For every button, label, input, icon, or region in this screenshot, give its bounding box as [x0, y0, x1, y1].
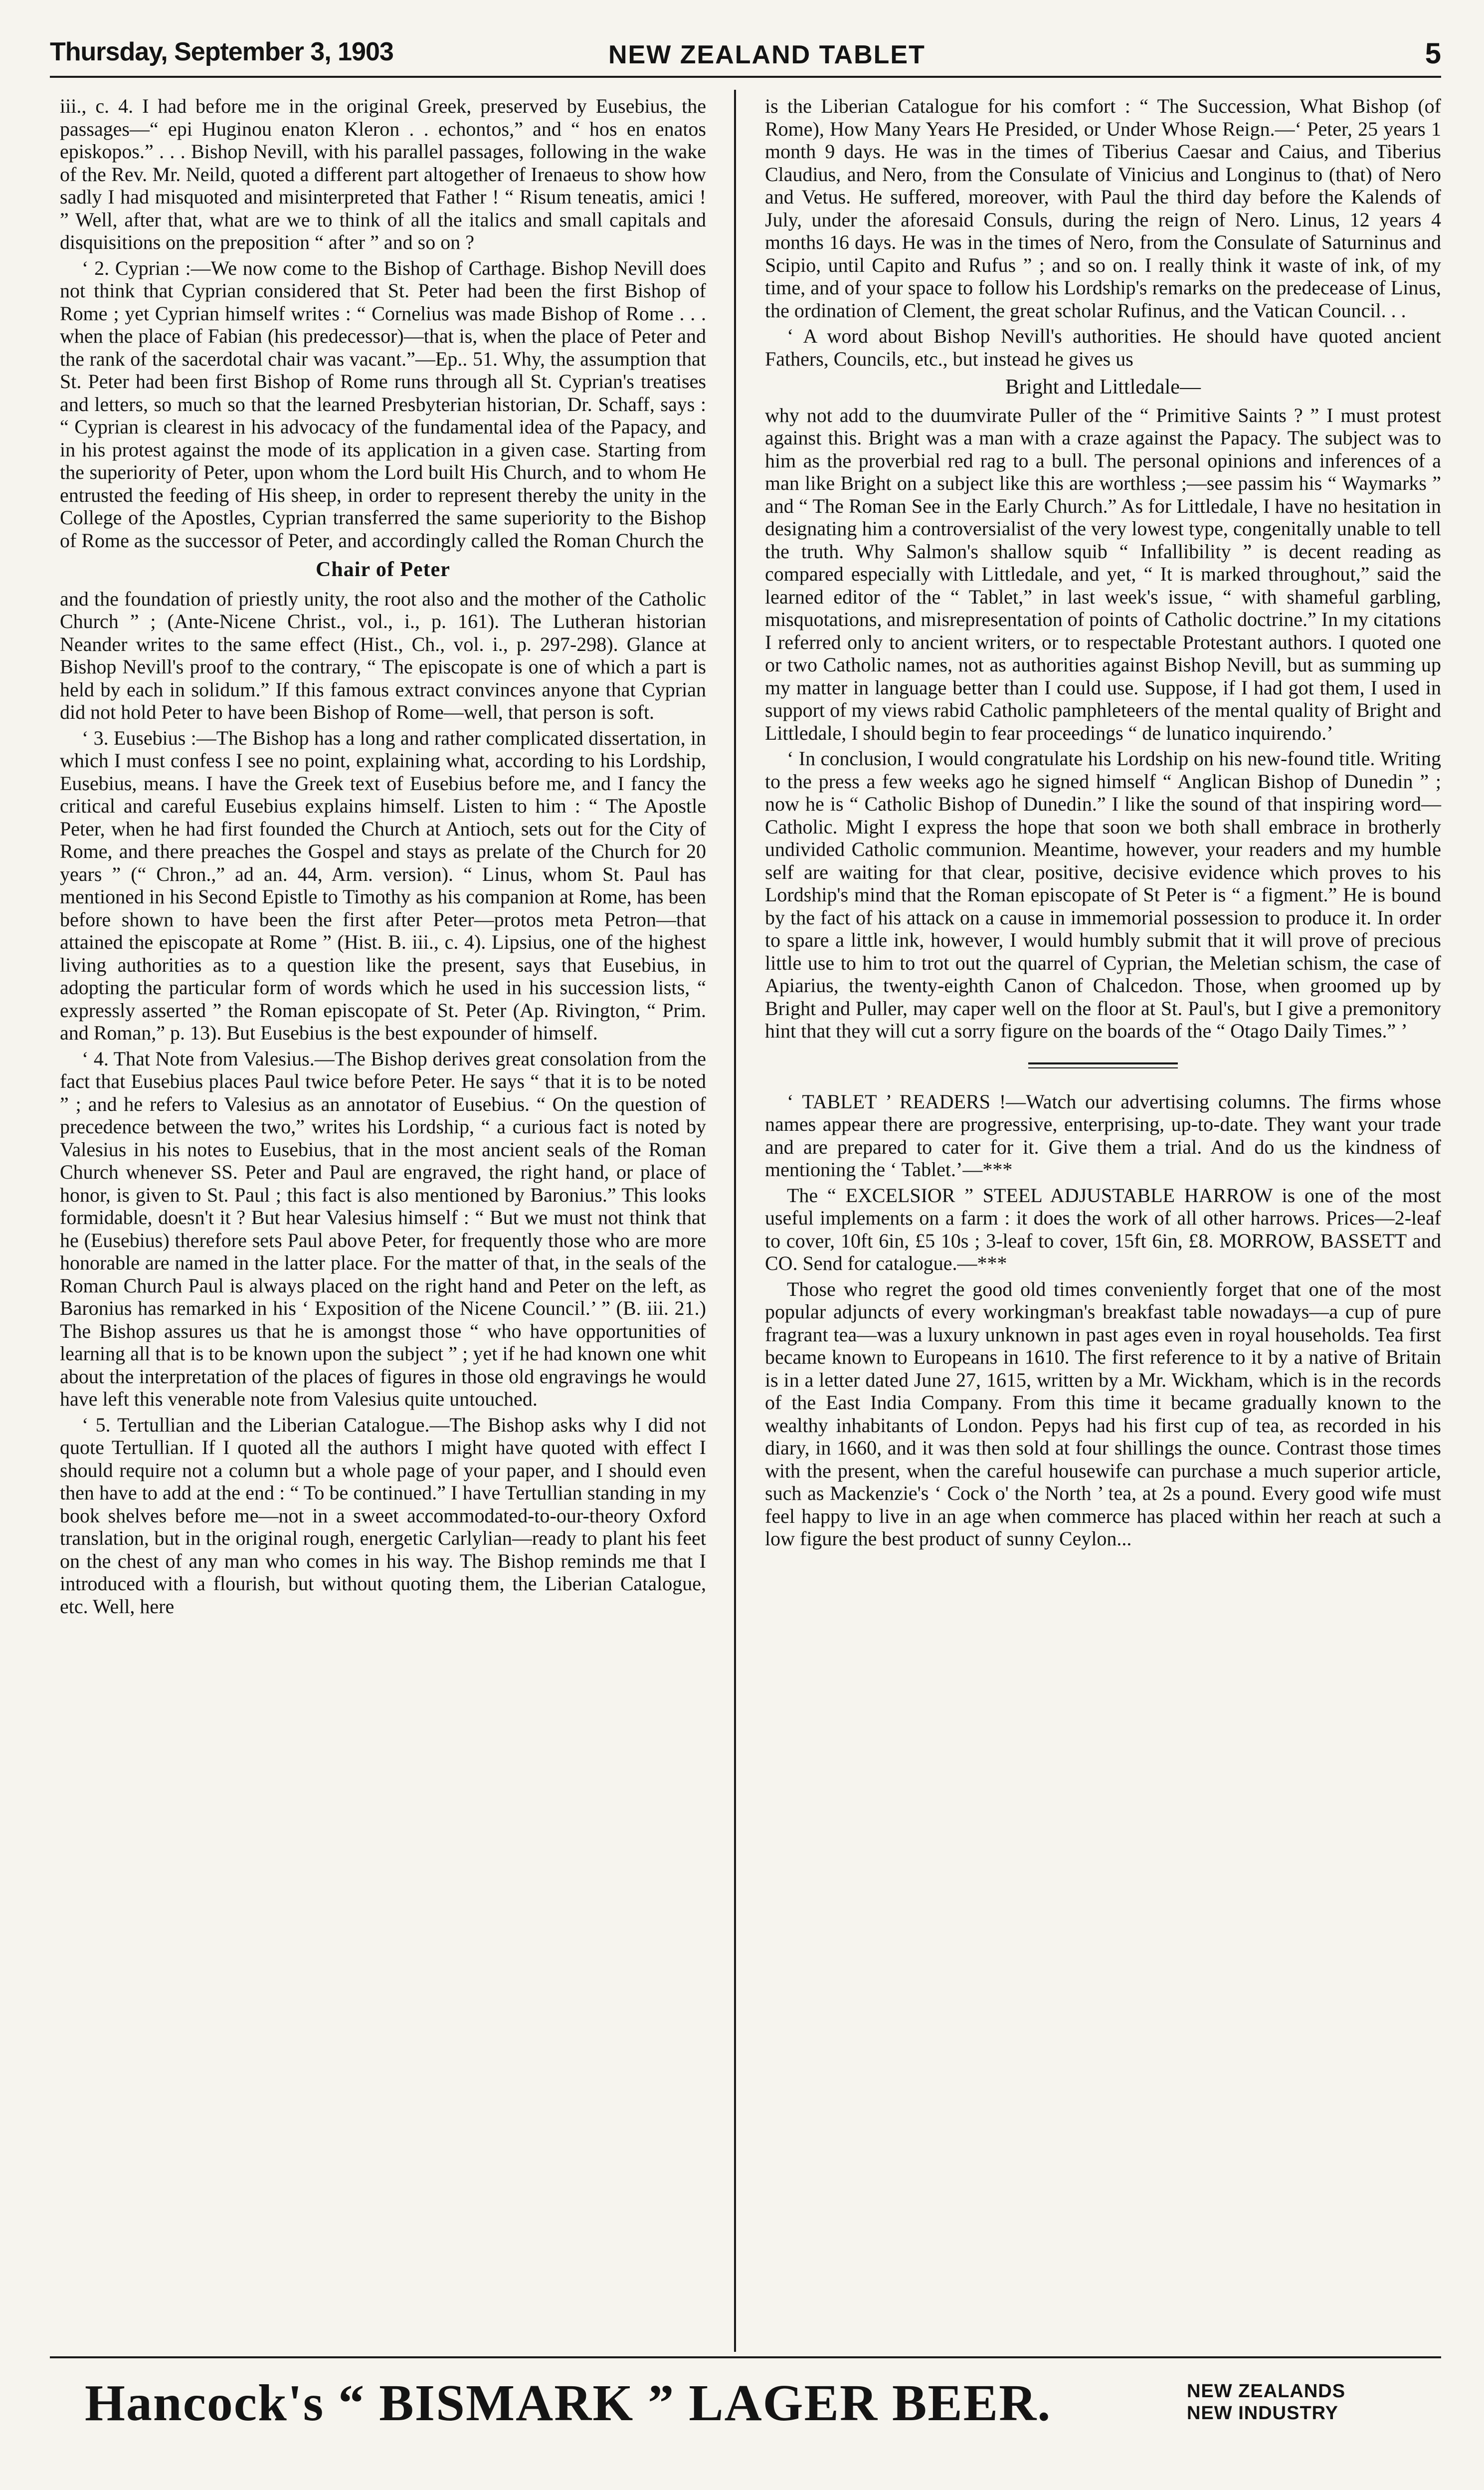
page-number: 5 [1425, 37, 1441, 70]
left-column [60, 95, 706, 1621]
footer-rule [50, 2356, 1441, 2358]
masthead-title: NEW ZEALAND TABLET [608, 40, 926, 69]
ad-tagline-line: NEW ZEALANDS [1187, 2381, 1346, 2402]
article-paragraph: ‘ A word about Bishop Nevill's authorities. He should have quoted ancient Fathers, Councils, etc., but instead he gives us [765, 325, 1441, 370]
article-paragraph: and the foundation of priestly unity, the root also and the mother of the Catholic Church ” ; (Ante-Nicene Christ., vol., i., p. 161). The Lutheran historian Neander writes to the same effect (Hist., Ch., vol. i., p. 297-298). Glance at Bishop Nevill's proof to the contrary, “ The episcopate is one of which a part is held by each in solidum.” If this famous extract convinces anyone that Cyprian did not hold Peter to have been Bishop of Rome—well, that person is soft. [60, 587, 706, 723]
article-paragraph: is the Liberian Catalogue for his comfort : “ The Succession, What Bishop (of Rome), How Many Years He Presided, or Under Whose Reign.—‘ Peter, 25 years 1 month 9 days. He was in the times of Tiberius Caesar and Caius, and Tiberius Claudius, and Nero, from the Consulate of Vinicius and Longinus to (that) of Nero and Vetus. He suffered, moreover, with Paul the third day before the Kalends of July, under the aforesaid Consuls, during the reign of Nero. Linus, 12 years 4 months 16 days. He was in the times of Nero, from the Consulate of Saturninus and Scipio, until Capito and Rufus ” ; and so on. I really think it waste of ink, of my time, and of your space to follow his Lordship's remarks on the predecease of Linus, the ordination of Clement, the great scholar Rufinus, and the Vatican Council. . . [765, 95, 1441, 322]
article-paragraph: ‘ 4. That Note from Valesius.—The Bishop derives great consolation from the fact that Eusebius places Paul twice before Peter. He says “ that it is to be noted ” ; and he refers to Valesius as an annotator of Eusebius. “ On the question of precedence between the two,” writes his Lordship, “ a curious fact is noted by Valesius in his notes to Eusebius, that in the most ancient seals of the Roman Church whenever SS. Peter and Paul are engraved, the right hand, or place of honor, is given to St. Paul ; this fact is also mentioned by Baronius.” This looks formidable, doesn't it ? But hear Valesius himself : “ But we must not think that he (Eusebius) therefore sets Paul above Peter, for frequently those who are more honorable are named in the latter place. For the matter of that, in the seals of the Roman Church Paul is always placed on the right hand and Peter on the left, as Baronius has remarked in his ‘ Exposition of the Nicene Council.’ ” (B. iii. 21.) The Bishop assures us that he is amongst those “ who have opportunities of learning all that is to be known upon the subject ” ; yet if he had known one whit about the interpretation of the places of figures in those old engravings he would have left this venerable note from Valesius quite untouched. [60, 1047, 706, 1410]
article-paragraph: Those who regret the good old times conveniently forget that one of the most popular adjuncts of every workingman's breakfast table nowadays—a cup of pure fragrant tea—was a luxury unknown in past ages even in royal households. Tea first became known to Europeans in 1610. The first reference to it by a native of Britain is in a letter dated June 27, 1615, written by a Mr. Wickham, which is in the records of the East India Company. From this time it became gradually known to the wealthy inhabitants of London. Pepys had his first cup of tea, as recorded in his diary, in 1660, and it was then sold at four shillings the ounce. Contrast those times with the present, when the careful housewife can purchase a much superior article, such as Mackenzie's ‘ Cock o' the North ’ tea, at 2s a pound. Every good wife must feel happy to live in an age when commerce has placed within her reach at such a low figure the best product of sunny Ceylon... [765, 1277, 1441, 1550]
footer-advertisement [85, 2373, 1431, 2448]
header-rule [50, 76, 1441, 78]
article-paragraph: ‘ 5. Tertullian and the Liberian Catalogue.—The Bishop asks why I did not quote Tertullian. If I quoted all the authors I might have quoted with effect I should require not a column but a whole page of your paper, and I should even then have to add at the end : “ To be continued.” I have Tertullian standing in my book shelves before me—not in a sweet accommodated-to-our-theory Oxford translation, but in the original rough, energetic Carlylian—ready to plant his feet on the chest of any man who comes in his way. The Bishop reminds me that I introduced with a flourish, but without quoting them, the Liberian Catalogue, etc. Well, here [60, 1413, 706, 1618]
ad-tagline-line: NEW INDUSTRY [1187, 2403, 1339, 2424]
issue-date: Thursday, September 3, 1903 [50, 37, 393, 66]
section-subheading: Bright and Littledale— [1005, 376, 1201, 399]
article-paragraph: ‘ 3. Eusebius :—The Bishop has a long and rather complicated dissertation, in which I must confess I see no point, explaining what, according to his Lordship, Eusebius, means. I have the Greek text of Eusebius before me, and I fancy the critical and careful Eusebius explains himself. Listen to him : “ The Apostle Peter, when he had first founded the Church at Antioch, sets out for the City of Rome, and there preaches the Gospel and stays as prelate of the Church for 20 years ” (“ Chron.,” ad an. 44, Arm. version). “ Linus, whom St. Paul has mentioned in his Second Epistle to Timothy as his companion at Rome, has been before shown to have been the first after Peter—protos meta Petron—that attained the episcopate at Rome ” (Hist. B. iii., c. 4). Lipsius, one of the highest living authorities as to a question like the present, says that Eusebius, in adopting the particular form of words which he used in his succession lists, “ expressly asserted ” the Roman episcopate of St. Peter (Ap. Rivington, “ Prim. and Roman,” p. 13). But Eusebius is the best expounder of himself. [60, 726, 706, 1044]
page-header [50, 35, 1441, 77]
section-divider [1028, 1062, 1178, 1068]
right-column [765, 95, 1441, 1553]
column-divider [734, 90, 736, 2352]
article-paragraph: iii., c. 4. I had before me in the original Greek, preserved by Eusebius, the passages—“ epi Huginou enaton Kleron . . echontos,” and “ hos en enatos episkopos.” . . . Bishop Nevill, with his parallel passages, following in the wake of the Rev. Mr. Neild, quoted a different part altogether of Irenaeus to show how sadly I had misquoted and misinterpreted that Father ! “ Risum teneatis, amici ! ” Well, after that, what are we to think of all the italics and small capitals and disquisitions on the preposition “ after ” and so on ? [60, 95, 706, 253]
notice-paragraph: ‘ TABLET ’ READERS !—Watch our advertising columns. The firms whose names appear there are progressive, enterprising, up-to-date. They want your trade and are prepared to cater for it. Give them a trial. And do us the kindness of mentioning the ‘ Tablet.’—*** [765, 1090, 1441, 1181]
ad-brand-name: Hancock's “ BISMARK ” LAGER BEER. [85, 2374, 1052, 2432]
article-paragraph: ‘ In conclusion, I would congratulate his Lordship on his new-found title. Writing to the press a few weeks ago he signed himself “ Anglican Bishop of Dunedin ” ; now he is “ Catholic Bishop of Dunedin.” I like the sound of that inspiring word—Catholic. Might I express the hope that soon we both shall embrace in brotherly undivided Catholic communion. Meantime, however, your readers and my humble self are waiting for that clear, positive, decisive evidence which proves to his Lordship's mind that the Roman episcopate of St Peter is “ a figment.” He is bound by the fact of his attack on a cause in immemorial possession to produce it. In order to spare a little ink, however, I would humbly submit that it will prove of precious little use to him to trot out the quarrel of Cyprian, the Meletian schism, the case of Apiarius, the twenty-eighth Canon of Chalcedon. Those, when groomed up by Bright and Puller, may caper well on the floor at St. Paul's, but I give a premonitory hint that they will cut a sorry figure on the boards of the “ Otago Daily Times.” ’ [765, 747, 1441, 1042]
ad-tagline [1187, 2380, 1416, 2424]
advert-paragraph: The “ EXCELSIOR ” STEEL ADJUSTABLE HARROW is one of the most useful implements on a farm : it does the work of all other harrows. Prices—2-leaf to cover, 10ft 6in, £5 10s ; 3-leaf to cover, 15ft 6in, £8. MORROW, BASSETT and CO. Send for catalogue.—*** [765, 1184, 1441, 1274]
article-paragraph: why not add to the duumvirate Puller of the “ Primitive Saints ? ” I must protest against this. Bright was a man with a craze against the Papacy. The subject was to him as the proverbial red rag to a bull. The personal opinions and inferences of a man like Bright on a subject like this are worthless ;—see passim his “ Waymarks ” and “ The Roman See in the Early Church.” As for Littledale, I have no hesitation in designating him a controversialist of the very lowest type, congenitally unable to tell the truth. Why Salmon's shallow squib “ Infallibility ” is decent reading as compared especially with Littledale, and yet, “ It is marked throughout,” said the learned editor of the “ Tablet,” in last week's issue, “ with shameful garbling, misquotations, and misrepresentation of points of Catholic doctrine.” In my citations I referred only to ancient writers, or to respectable Protestant authors. I quoted one or two Catholic names, not as authorities against Bishop Nevill, but as summing up my matter in language better than I could use. Suppose, if I had got them, I used in support of my views rabid Catholic pamphleteers of the mental quality of Bright and Littledale, I should begin to fear proceedings “ de lunatico inquirendo.’ [765, 404, 1441, 744]
article-paragraph: ‘ 2. Cyprian :—We now come to the Bishop of Carthage. Bishop Nevill does not think that Cyprian considered that St. Peter had been the first Bishop of Rome ; yet Cyprian himself writes : “ Cornelius was made Bishop of Rome . . . when the place of Fabian (his predecessor)—that is, when the place of Peter and the rank of the sacerdotal chair was vacant.”—Ep.. 51. Why, the assumption that St. Peter had been first Bishop of Rome runs through all St. Cyprian's treatises and letters, so much so that the learned Presbyterian historian, Dr. Schaff, says : “ Cyprian is clearest in his advocacy of the fundamental idea of the Papacy, and in his protest against the mode of its application in a given case. Starting from the superiority of Peter, upon whom the Lord built His Church, and to whom He entrusted the feeding of His sheep, in order to represent thereby the unity in the College of the Apostles, Cyprian transferred the same superiority to the Bishop of Rome as the successor of Peter, and accordingly called the Roman Church the [60, 256, 706, 552]
section-subheading: Chair of Peter [316, 558, 450, 581]
